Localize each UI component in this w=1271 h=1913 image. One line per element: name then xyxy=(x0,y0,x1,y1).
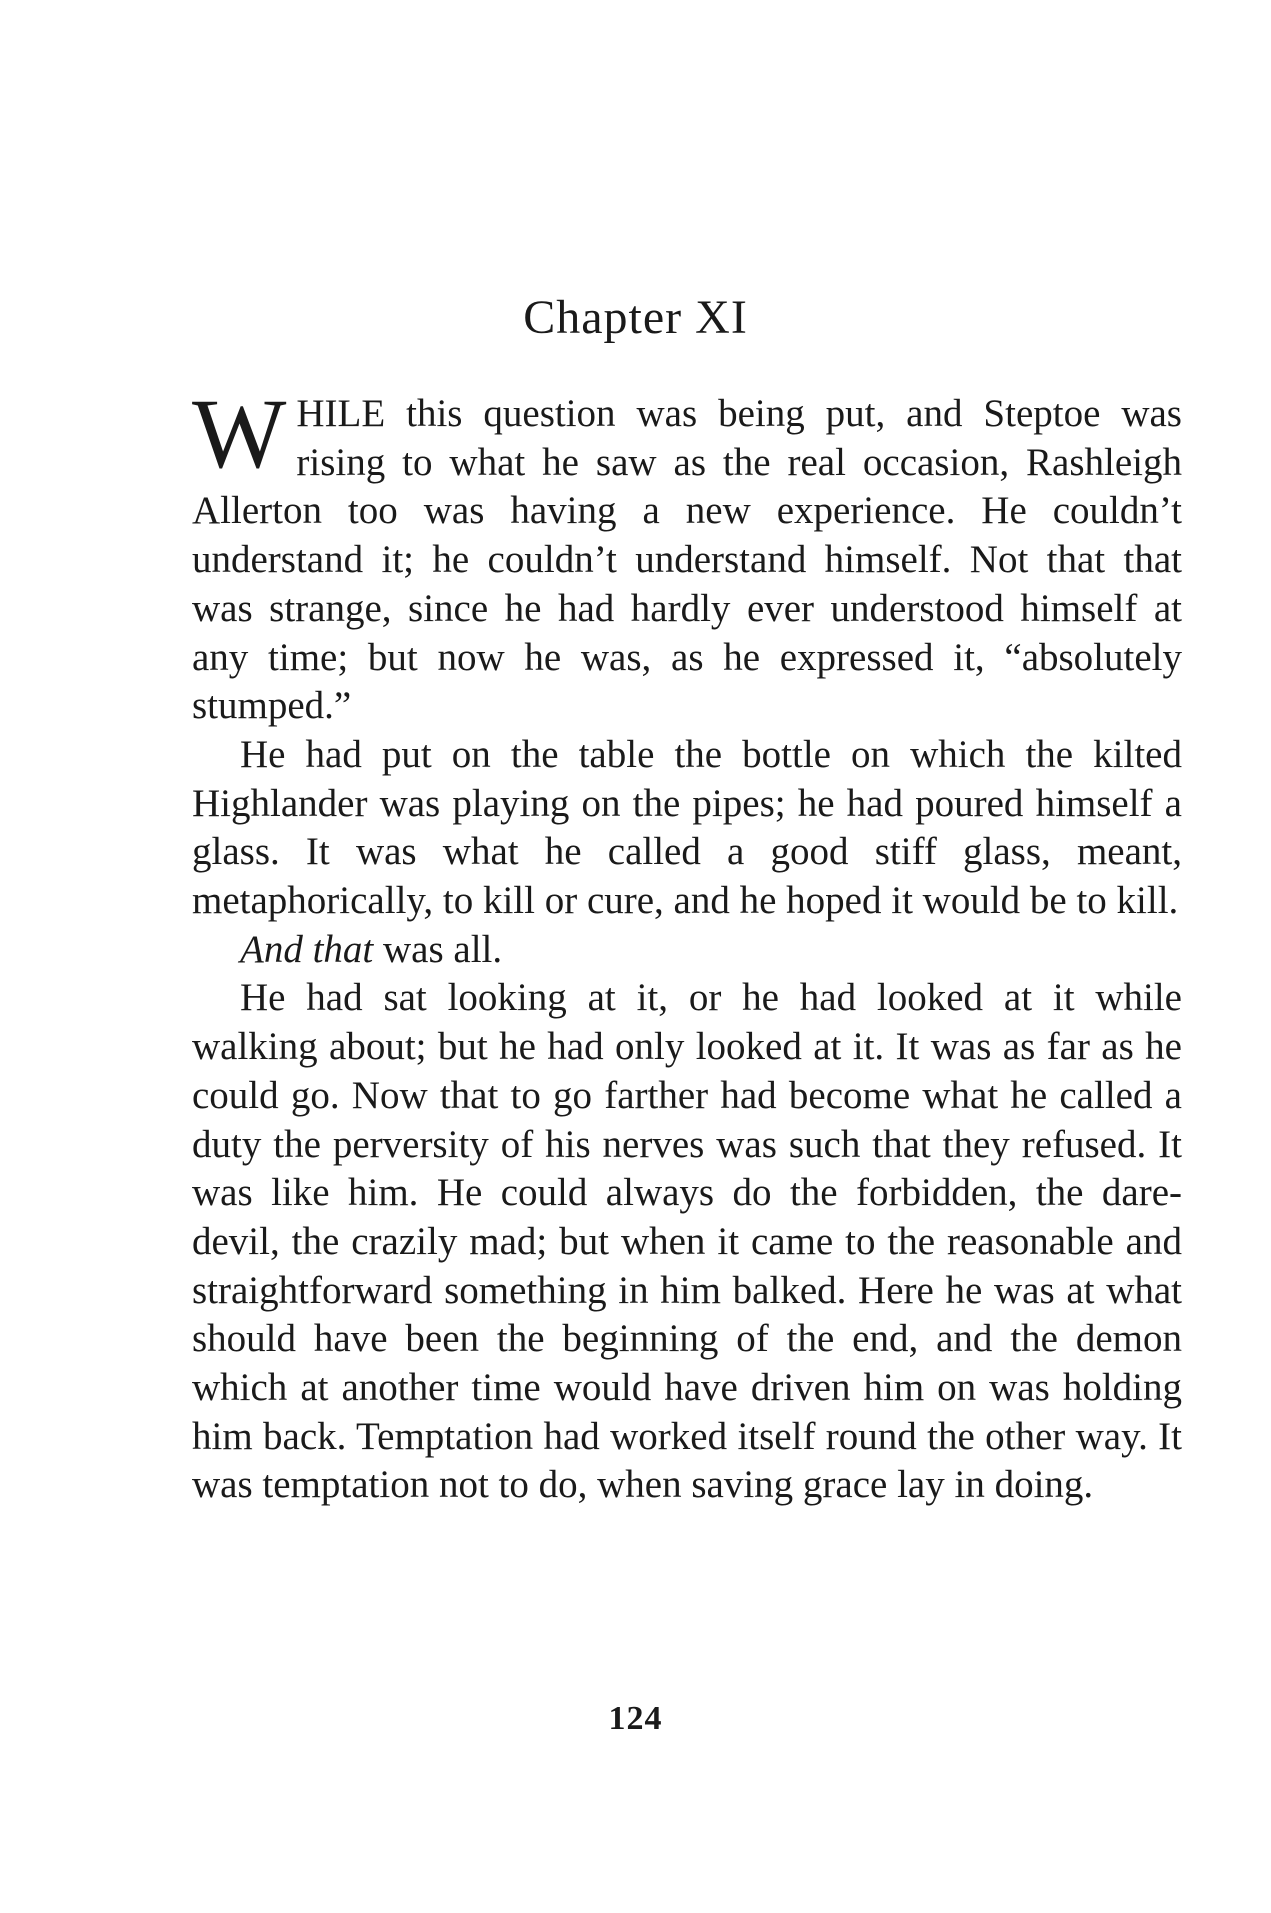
paragraph-1 xyxy=(192,378,1182,731)
body-text xyxy=(192,378,1182,1510)
drop-cap: W xyxy=(192,378,287,489)
chapter-title: Chapter XI xyxy=(523,291,748,344)
paragraph-3-text: was all. xyxy=(373,927,503,971)
paragraph-1-text: HILE this question was being put, and Steptoe was rising to what he saw as the real occasion, Rashleigh Allerton too was having a new experience. He couldn’t understand it; he couldn’t understand himself. Not that that was strange, since he had hardly ever understood himself at any time; but now he was, as he expressed it, “absolutely stumped.” xyxy=(192,392,1182,728)
paragraph-3-italic: And that xyxy=(240,927,374,971)
page-number: 124 xyxy=(608,1700,663,1737)
paragraph-4: He had sat looking at it, or he had looked at it while walking about; but he had only looked at it. It was as far as he could go. Now that to go farther had become what he called a duty the perversity of his nerves was such that they refused. It was like him. He could always do the forbidden, the dare-devil, the crazily mad; but when it came to the reasonable and straightforward something in him balked. Here he was at what should have been the beginning of the end, and the demon which at another time would have driven him on was holding him back. Temptation had worked itself round the other way. It was temptation not to do, when saving grace lay in doing. xyxy=(192,976,1182,1507)
paragraph-3 xyxy=(192,926,1182,975)
paragraph-2: He had put on the table the bottle on which the kilted Highlander was playing on the pipes; he had poured himself a glass. It was what he called a good stiff glass, meant, metaphorically, to kill or cure, and he hoped it would be to kill. xyxy=(192,732,1182,923)
